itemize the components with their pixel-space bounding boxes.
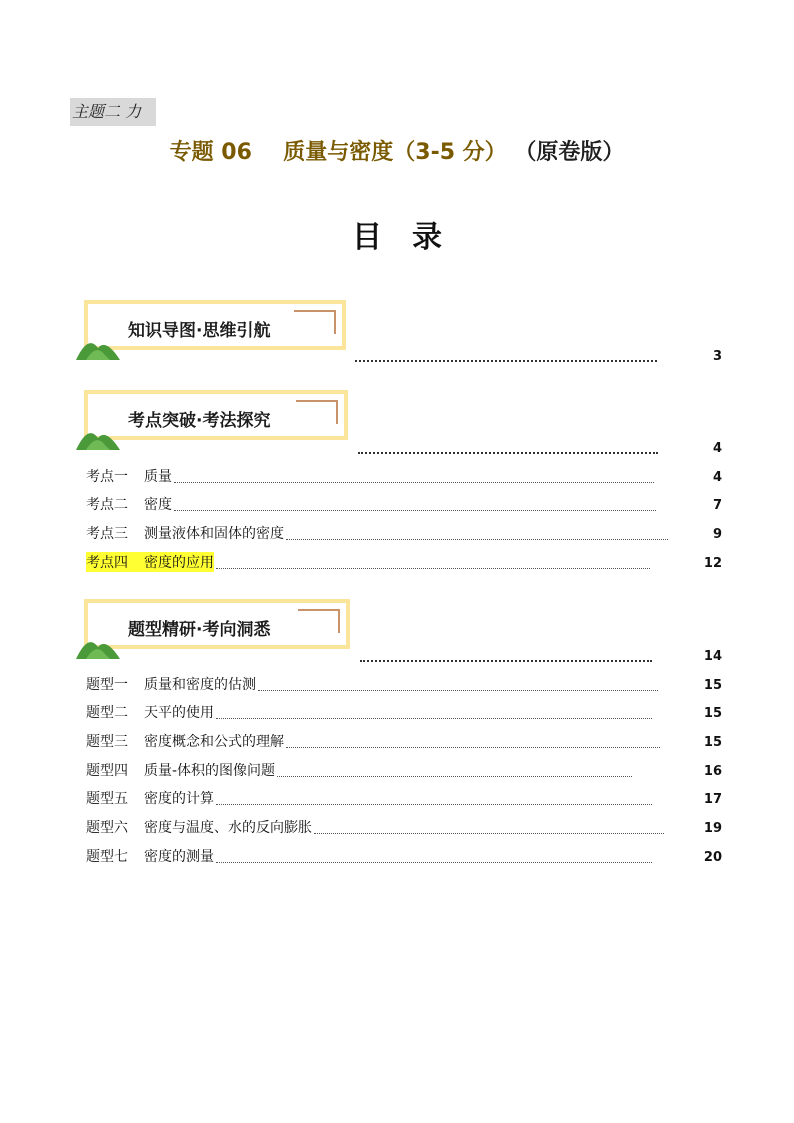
section-banner-keypoints[interactable] [84, 390, 348, 440]
section-leader-dots [358, 451, 658, 454]
entry-prefix: 题型一 [86, 677, 128, 693]
entry-title: 密度的应用 [144, 555, 214, 571]
entry-prefix: 题型六 [86, 820, 128, 836]
document-title [0, 135, 794, 166]
entry-page-number[interactable]: 19 [703, 821, 722, 836]
banner-label: 知识导图·思维引航 [128, 321, 271, 341]
entry-prefix: 考点四 [86, 555, 128, 571]
banner-corner-decoration [296, 400, 338, 424]
title-topic-name: 质量与密度（3-5 分） [283, 140, 507, 165]
leader-dots [174, 509, 656, 511]
banner-label: 考点突破·考法探究 [128, 411, 271, 431]
leader-dots [216, 717, 652, 719]
leader-dots [216, 567, 650, 569]
section-banner-questiontypes[interactable] [84, 599, 350, 649]
entry-page-number[interactable]: 15 [703, 706, 722, 721]
entry-title: 密度与温度、水的反向膨胀 [144, 820, 312, 836]
entry-title: 密度 [144, 497, 172, 513]
entry-prefix: 考点一 [86, 469, 128, 485]
section-page-number[interactable]: 4 [712, 441, 722, 456]
theme-tag: 主题二 力 [70, 98, 156, 126]
entry-page-number[interactable]: 16 [703, 764, 722, 779]
toc-entry[interactable] [86, 704, 654, 722]
toc-heading: 目录 [352, 220, 472, 255]
section-page-number[interactable]: 3 [712, 349, 722, 364]
entry-prefix: 题型二 [86, 705, 128, 721]
entry-title: 密度概念和公式的理解 [144, 734, 284, 750]
entry-page-number[interactable]: 15 [703, 735, 722, 750]
banner-corner-decoration [294, 310, 336, 334]
leader-dots [216, 861, 652, 863]
toc-entry[interactable] [86, 496, 658, 514]
toc-entry[interactable] [86, 848, 654, 866]
toc-entry[interactable] [86, 733, 662, 751]
section-leader-dots [355, 359, 657, 362]
toc-entry[interactable] [86, 468, 656, 486]
entry-page-number[interactable]: 4 [712, 470, 722, 485]
toc-entry[interactable] [86, 525, 670, 543]
leader-dots [286, 538, 668, 540]
toc-entry[interactable] [86, 762, 634, 780]
leader-dots [174, 481, 654, 483]
entry-page-number[interactable]: 15 [703, 678, 722, 693]
entry-prefix: 题型五 [86, 791, 128, 807]
entry-page-number[interactable]: 12 [703, 556, 722, 571]
entry-title: 质量和密度的估测 [144, 677, 256, 693]
entry-page-number[interactable]: 9 [712, 527, 722, 542]
title-edition: （原卷版） [514, 140, 625, 165]
banner-corner-decoration [298, 609, 340, 633]
entry-page-number[interactable]: 7 [712, 498, 722, 513]
entry-title: 密度的测量 [144, 849, 214, 865]
section-page-number[interactable]: 14 [703, 649, 722, 664]
toc-entry[interactable] [86, 676, 660, 694]
section-banner-mindmap[interactable] [84, 300, 346, 350]
entry-page-number[interactable]: 17 [703, 792, 722, 807]
toc-entry[interactable] [86, 819, 666, 837]
banner-label: 题型精研·考向洞悉 [128, 620, 271, 640]
highlight-mark [86, 552, 214, 572]
leader-dots [286, 746, 660, 748]
hills-icon [76, 334, 120, 360]
entry-page-number[interactable]: 20 [703, 850, 722, 865]
entry-title: 天平的使用 [144, 705, 214, 721]
leader-dots [258, 689, 658, 691]
entry-title: 质量-体积的图像问题 [144, 763, 276, 779]
entry-title: 测量液体和固体的密度 [144, 526, 284, 542]
leader-dots [314, 832, 664, 834]
leader-dots [216, 803, 652, 805]
entry-prefix: 考点三 [86, 526, 128, 542]
hills-icon [76, 633, 120, 659]
entry-prefix: 考点二 [86, 497, 128, 513]
entry-title: 密度的计算 [144, 791, 214, 807]
section-leader-dots [360, 659, 652, 662]
leader-dots [277, 775, 632, 777]
title-topic-number: 专题 06 [169, 140, 252, 165]
hills-icon [76, 424, 120, 450]
toc-entry-highlighted[interactable] [86, 554, 652, 572]
entry-prefix: 题型三 [86, 734, 128, 750]
entry-prefix: 题型四 [86, 763, 128, 779]
entry-title: 质量 [144, 469, 172, 485]
toc-entry[interactable] [86, 790, 654, 808]
entry-prefix: 题型七 [86, 849, 128, 865]
